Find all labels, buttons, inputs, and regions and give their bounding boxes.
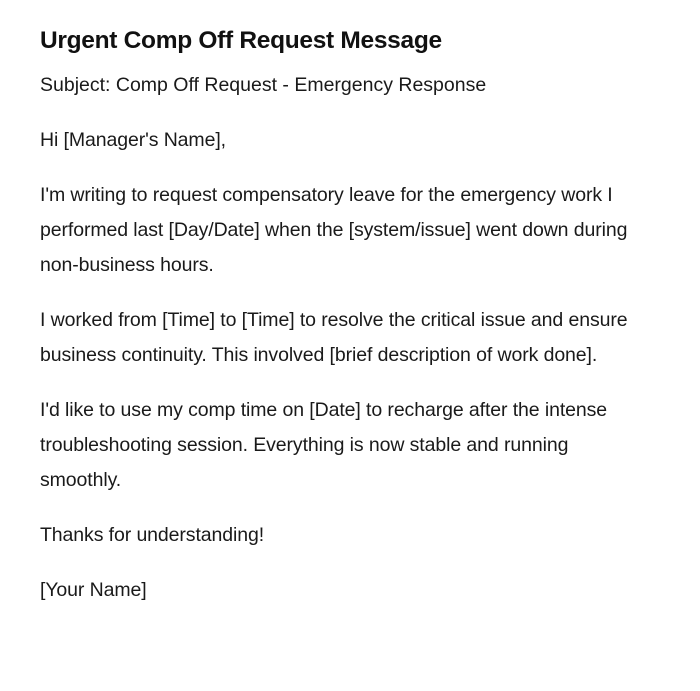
body-paragraph-1: I'm writing to request compensatory leave for the emergency work I performed last [Day/Date] when the [system/issue] went down during non-business hours.	[40, 184, 628, 276]
signature: [Your Name]	[40, 579, 147, 601]
greeting: Hi [Manager's Name],	[40, 129, 226, 151]
subject-line: Subject: Comp Off Request - Emergency Response	[40, 74, 487, 96]
page-title: Urgent Comp Off Request Message	[40, 27, 442, 54]
body-paragraph-2: I worked from [Time] to [Time] to resolve the critical issue and ensure business continuity. This involved [brief description of work done].	[40, 309, 628, 366]
body-paragraph-3: I'd like to use my comp time on [Date] to recharge after the intense troubleshooting session. Everything is now stable and running smoothly.	[40, 399, 608, 491]
closing-line: Thanks for understanding!	[40, 524, 265, 546]
